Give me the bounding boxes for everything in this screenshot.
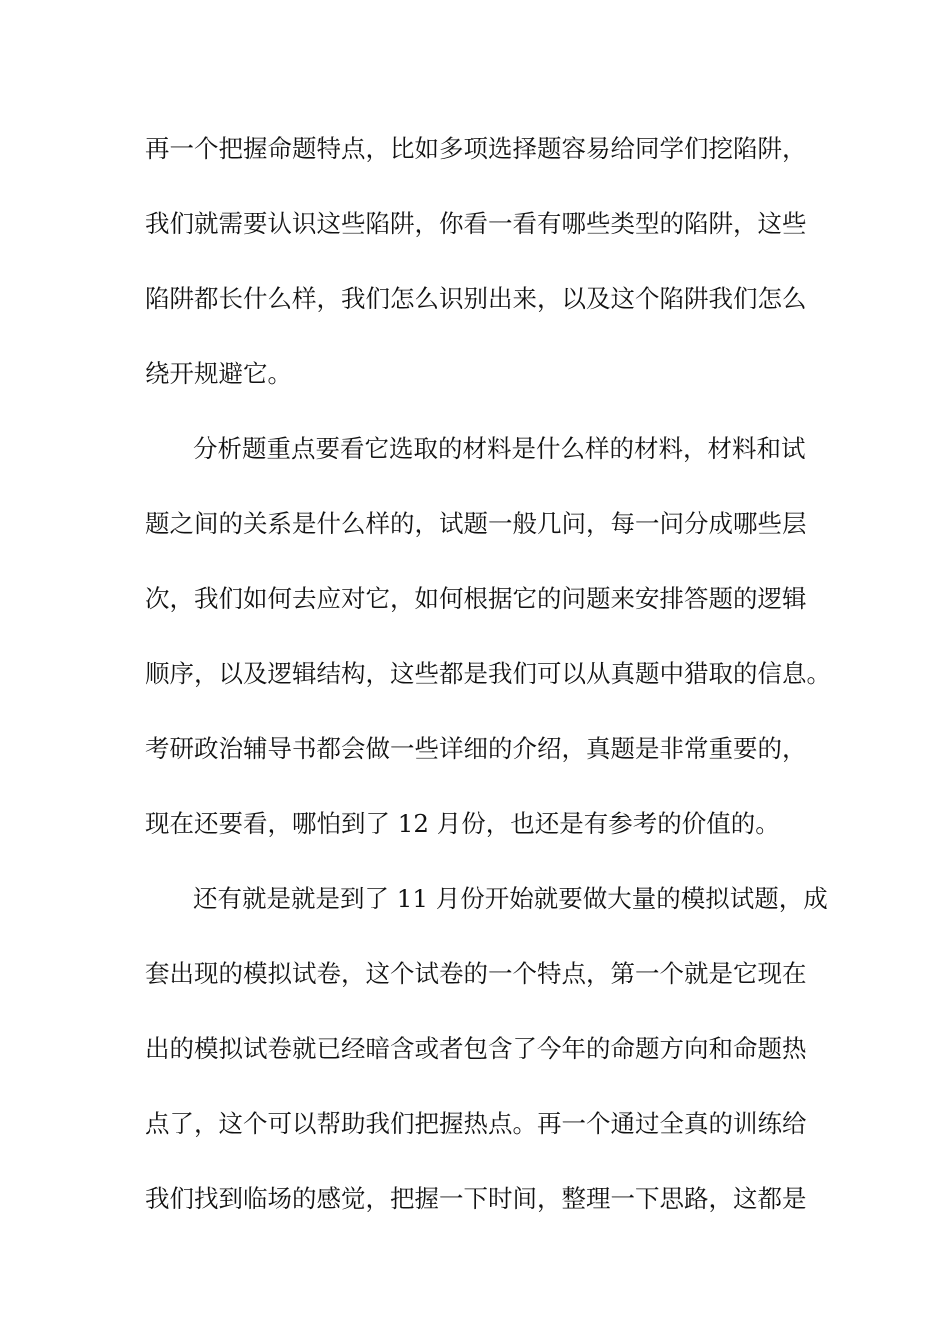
paragraph-3-line-1: 还有就是就是到了 11 月份开始就要做大量的模拟试题，成	[193, 884, 828, 913]
text-line-14: 点了，这个可以帮助我们把握热点。再一个通过全真的训练给	[145, 1109, 807, 1138]
text-line-3: 陷阱都长什么样，我们怎么识别出来，以及这个陷阱我们怎么	[145, 284, 807, 313]
text-line-9: 考研政治辅导书都会做一些详细的介绍，真题是非常重要的，	[145, 734, 807, 763]
text-line-1: 再一个把握命题特点，比如多项选择题容易给同学们挖陷阱，	[145, 134, 807, 163]
text-line-4: 绕开规避它。	[145, 359, 292, 388]
text-line-15: 我们找到临场的感觉，把握一下时间，整理一下思路，这都是	[145, 1184, 807, 1213]
text-line-12: 套出现的模拟试卷，这个试卷的一个特点，第一个就是它现在	[145, 959, 807, 988]
text-line-13: 出的模拟试卷就已经暗含或者包含了今年的命题方向和命题热	[145, 1034, 807, 1063]
text-line-8: 顺序，以及逻辑结构，这些都是我们可以从真题中猎取的信息。	[145, 659, 831, 688]
text-line-10: 现在还要看，哪怕到了 12 月份，也还是有参考的价值的。	[145, 809, 780, 838]
paragraph-2-line-1: 分析题重点要看它选取的材料是什么样的材料，材料和试	[193, 434, 806, 463]
text-line-6: 题之间的关系是什么样的，试题一般几问，每一问分成哪些层	[145, 509, 807, 538]
text-line-2: 我们就需要认识这些陷阱，你看一看有哪些类型的陷阱，这些	[145, 209, 807, 238]
text-line-7: 次，我们如何去应对它，如何根据它的问题来安排答题的逻辑	[145, 584, 807, 613]
